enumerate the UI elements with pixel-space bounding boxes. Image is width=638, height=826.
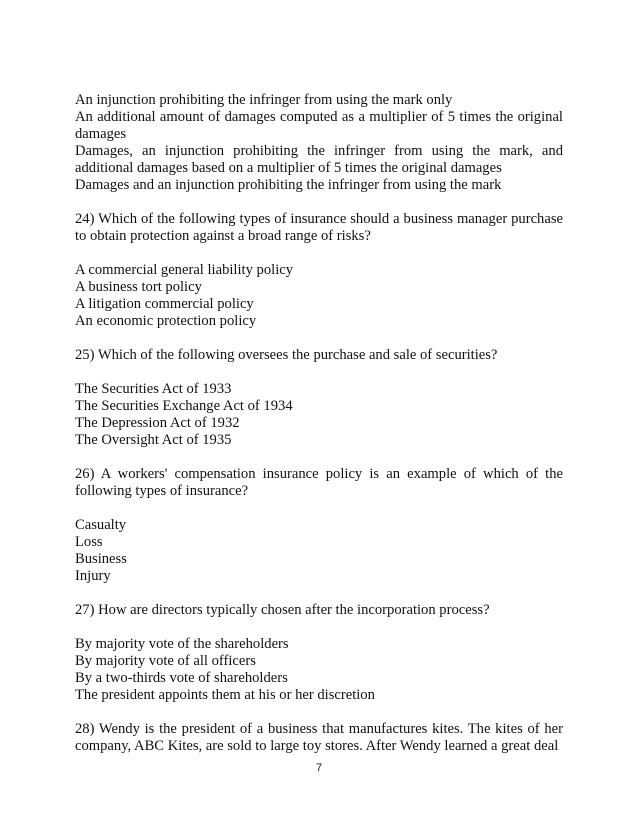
q27-text: 27) How are directors typically chosen after the incorporation process? (75, 602, 490, 618)
q25-option-d: The Oversight Act of 1935 (75, 432, 232, 448)
spacer (75, 500, 563, 517)
spacer (75, 245, 563, 262)
q26-option-d: Injury (75, 568, 111, 584)
spacer (75, 194, 563, 211)
q25-option-c: The Depression Act of 1932 (75, 415, 240, 431)
page-number: 7 (315, 762, 323, 774)
q25-options (75, 381, 563, 449)
spacer (75, 704, 563, 721)
q25-option-a: The Securities Act of 1933 (75, 381, 232, 397)
spacer (75, 449, 563, 466)
q25-text: 25) Which of the following oversees the purchase and sale of securities? (75, 347, 498, 363)
question-26 (75, 466, 563, 500)
q23-option-c: Damages, an injunction prohibiting the infringer from using the mark, and additional damages based on a multiplier of 5 times the original damages (75, 143, 563, 176)
question-27 (75, 602, 563, 619)
q24-text: 24) Which of the following types of insurance should a business manager purchase to obtain protection against a broad range of risks? (75, 211, 563, 244)
q23-option-a: An injunction prohibiting the infringer from using the mark only (75, 92, 453, 108)
q26-options (75, 517, 563, 585)
q24-options (75, 262, 563, 330)
q28-text: 28) Wendy is the president of a business that manufactures kites. The kites of her company, ABC Kites, are sold to large toy stores. After Wendy learned a great deal (75, 721, 563, 754)
q24-option-b: A business tort policy (75, 279, 202, 295)
q27-option-d: The president appoints them at his or her discretion (75, 687, 375, 703)
q23-option-b: An additional amount of damages computed as a multiplier of 5 times the original damages (75, 109, 563, 142)
spacer (75, 619, 563, 636)
q24-option-d: An economic protection policy (75, 313, 257, 329)
question-25 (75, 347, 563, 364)
q25-option-b: The Securities Exchange Act of 1934 (75, 398, 293, 414)
spacer (75, 585, 563, 602)
q26-text: 26) A workers' compensation insurance policy is an example of which of the following types of insurance? (75, 466, 563, 499)
q24-option-a: A commercial general liability policy (75, 262, 294, 278)
q23-options (75, 92, 563, 194)
q26-option-b: Loss (75, 534, 103, 550)
page-content (75, 92, 563, 755)
q27-options (75, 636, 563, 704)
q26-option-c: Business (75, 551, 127, 567)
q26-option-a: Casualty (75, 517, 127, 533)
q24-option-c: A litigation commercial policy (75, 296, 254, 312)
question-24 (75, 211, 563, 245)
q27-option-c: By a two-thirds vote of shareholders (75, 670, 288, 686)
spacer (75, 330, 563, 347)
question-28 (75, 721, 563, 755)
q27-option-a: By majority vote of the shareholders (75, 636, 289, 652)
q27-option-b: By majority vote of all officers (75, 653, 256, 669)
q23-option-d: Damages and an injunction prohibiting the infringer from using the mark (75, 177, 502, 193)
spacer (75, 364, 563, 381)
